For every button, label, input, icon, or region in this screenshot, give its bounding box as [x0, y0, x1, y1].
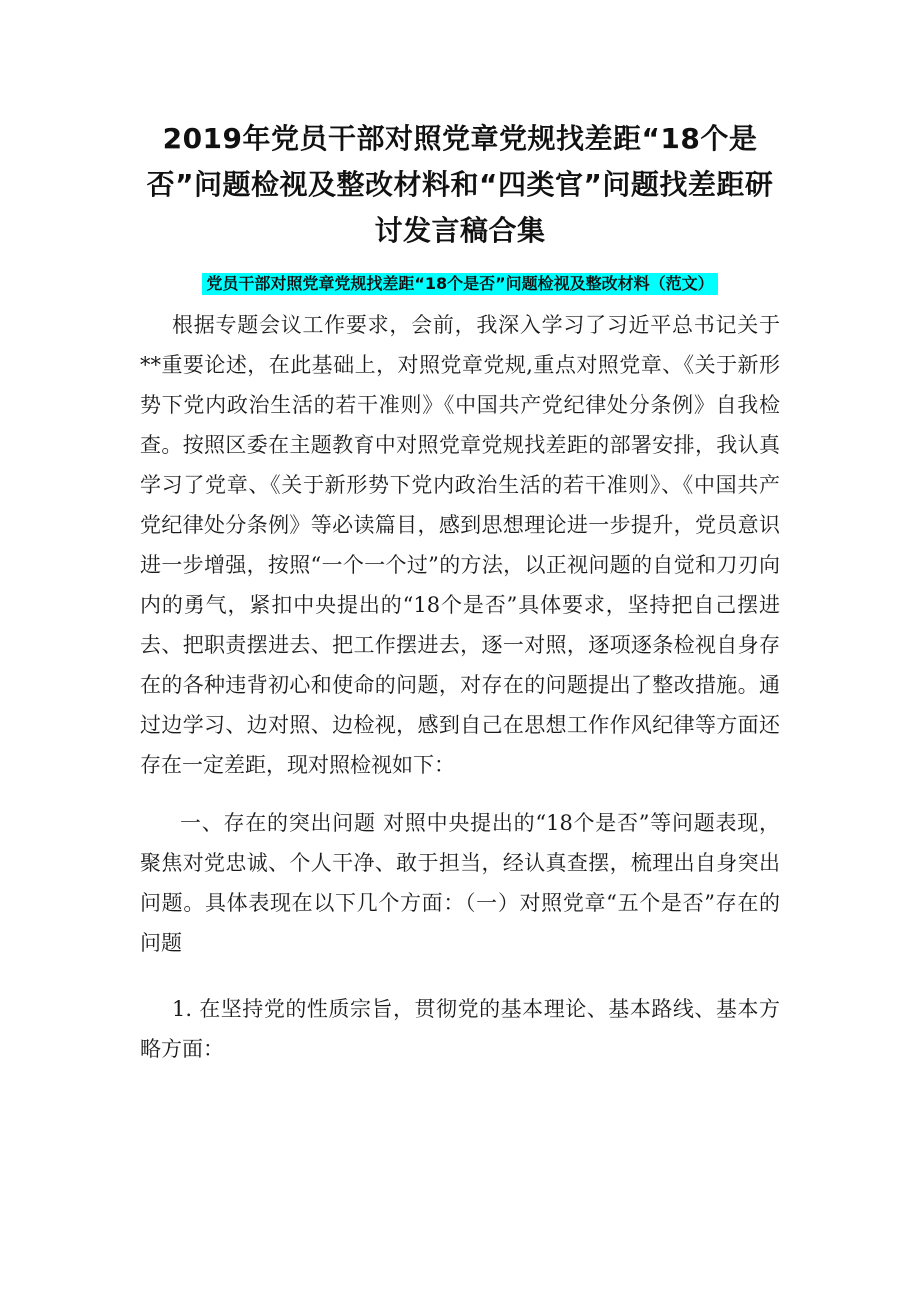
- body-paragraph-intro: 根据专题会议工作要求，会前，我深入学习了习近平总书记关于**重要论述，在此基础上，对照党章党规,重点对照党章、《关于新形势下党内政治生活的若干准则》《中国共产党纪律处分条例》自我检查。按照区委在主题教育中对照党章党规找差距的部署安排，我认真学习了党章、《关于新形势下党内政治生活的若干准则》、《中国共产党纪律处分条例》等必读篇目，感到思想理论进一步提升，党员意识进一步增强，按照“一个一个过”的方法，以正视问题的自觉和刀刃向内的勇气，紧扣中央提出的“18个是否”具体要求，坚持把自己摆进去、把职责摆进去、把工作摆进去，逐一对照，逐项逐条检视自身存在的各种违背初心和使命的问题，对存在的问题提出了整改措施。通过边学习、边对照、边检视，感到自己在思想工作作风纪律等方面还存在一定差距，现对照检视如下：: [140, 313, 780, 777]
- subtitle-wrapper: [140, 273, 780, 295]
- document-title: 2019年党员干部对照党章党规找差距“18个是否”问题检视及整改材料和“四类官”问题找差距研讨发言稿合集: [146, 122, 774, 247]
- body-paragraph-item-one: 1. 在坚持党的性质宗旨，贯彻党的基本理论、基本路线、基本方略方面：: [140, 997, 780, 1061]
- body-paragraph-section-one: 一、存在的突出问题 对照中央提出的“18个是否”等问题表现，聚焦对党忠诚、个人干净、敢于担当，经认真查摆，梳理出自身突出问题。具体表现在以下几个方面：（一）对照党章“五个是否”存在的问题: [140, 811, 780, 955]
- highlighted-subtitle: 党员干部对照党章党规找差距“18个是否”问题检视及整改材料（范文）: [202, 273, 717, 295]
